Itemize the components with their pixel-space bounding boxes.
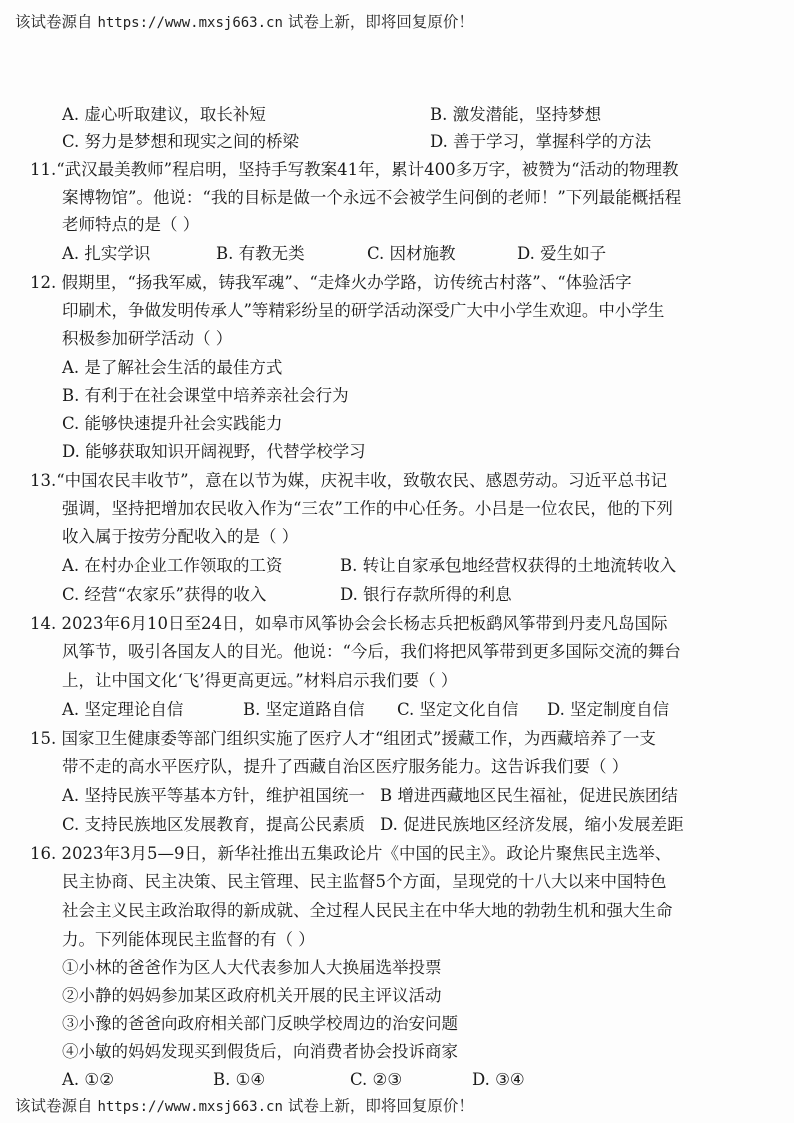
q16-item-1: ①小林的爸爸作为区人大代表参加人大换届选举投票 bbox=[62, 958, 442, 977]
q12-stem-line-2: 印刷术，争做发明传承人”等精彩纷呈的研学活动深受广大中小学生欢迎。中小学生 bbox=[62, 301, 665, 320]
q12-option-c: C. 能够快速提升社会实践能力 bbox=[62, 414, 283, 433]
top-source-banner bbox=[15, 10, 474, 32]
q16-option-a: A. ①② bbox=[62, 1070, 114, 1089]
q13-stem-line-3: 收入属于按劳分配收入的是（ ） bbox=[62, 527, 299, 546]
q12-stem-line-1: 12. 假期里，“扬我军威，铸我军魂”、“走烽火办学路，访传统古村落”、“体验活字 bbox=[30, 273, 632, 292]
q16-stem-line-1: 16. 2023年3月5—9日，新华社推出五集政论片《中国的民主》。政论片聚焦民主选举、 bbox=[30, 844, 672, 863]
q15-option-d: D. 促进民族地区经济发展，缩小发展差距 bbox=[380, 815, 684, 834]
q16-item-2: ②小静的妈妈参加某区政府机关开展的民主评议活动 bbox=[62, 986, 442, 1005]
q14-stem-line-1: 14. 2023年6月10日至24日，如皋市风筝协会会长杨志兵把板鹞风筝带到丹麦凡岛国际 bbox=[30, 614, 668, 633]
q12-stem-line-3: 积极参加研学活动（ ） bbox=[62, 329, 233, 348]
q13-option-d: D. 银行存款所得的利息 bbox=[340, 585, 512, 604]
q10-option-c: C. 努力是梦想和现实之间的桥梁 bbox=[62, 132, 300, 151]
q14-stem-line-3: 上，让中国文化‘飞’得更高更远。”材料启示我们要（ ） bbox=[62, 671, 458, 690]
q14-option-a: A. 坚定理论自信 bbox=[62, 700, 184, 719]
q16-option-b: B. ①④ bbox=[213, 1070, 266, 1089]
bottom-source-banner bbox=[15, 1094, 474, 1116]
q11-option-a: A. 扎实学识 bbox=[62, 244, 151, 263]
q14-option-c: C. 坚定文化自信 bbox=[397, 700, 519, 719]
q12-option-a: A. 是了解社会生活的最佳方式 bbox=[62, 358, 283, 377]
q16-option-c: C. ②③ bbox=[350, 1070, 403, 1089]
q12-option-d: D. 能够获取知识开阔视野，代替学校学习 bbox=[62, 442, 366, 461]
q14-option-d: D. 坚定制度自信 bbox=[547, 700, 670, 719]
q16-stem-line-2: 民主协商、民主决策、民主管理、民主监督5个方面，呈现党的十八大以来中国特色 bbox=[62, 872, 667, 891]
banner-url[interactable]: https://www.mxsj663.cn bbox=[97, 1099, 283, 1115]
q16-stem-line-3: 社会主义民主政治取得的新成就、全过程人民民主在中华大地的勃勃生机和强大生命 bbox=[62, 901, 673, 920]
q10-option-d: D. 善于学习，掌握科学的方法 bbox=[430, 132, 652, 151]
q10-option-b: B. 激发潜能，坚持梦想 bbox=[430, 105, 602, 124]
q13-option-c: C. 经营“农家乐”获得的收入 bbox=[62, 585, 267, 604]
q11-option-b: B. 有教无类 bbox=[216, 244, 305, 263]
q13-stem-line-1: 13.“中国农民丰收节”，意在以节为媒，庆祝丰收，致敬农民、感恩劳动。习近平总书记 bbox=[30, 471, 668, 490]
q11-stem-line-1: 11.“武汉最美教师”程启明，坚持手写教案41年，累计400多万字，被赞为“活动的物理教 bbox=[30, 160, 679, 179]
q13-option-a: A. 在村办企业工作领取的工资 bbox=[62, 556, 283, 575]
banner-url[interactable]: https://www.mxsj663.cn bbox=[97, 15, 283, 31]
q16-option-d: D. ③④ bbox=[472, 1070, 525, 1089]
q16-item-4: ④小敏的妈妈发现买到假货后，向消费者协会投诉商家 bbox=[62, 1042, 458, 1061]
q15-option-c: C. 支持民族地区发展教育，提高公民素质 bbox=[62, 815, 366, 834]
q11-option-c: C. 因材施教 bbox=[367, 244, 456, 263]
q11-stem-line-2: 案博物馆”。他说：“我的目标是做一个永远不会被学生问倒的老师！”下列最能概括程 bbox=[62, 188, 682, 207]
q15-stem-line-2: 带不走的高水平医疗队，提升了西藏自治区医疗服务能力。这告诉我们要（ ） bbox=[62, 757, 629, 776]
q14-option-b: B. 坚定道路自信 bbox=[243, 700, 365, 719]
banner-prefix: 该试卷源自 bbox=[15, 1097, 93, 1115]
q16-stem-line-4: 力。下列能体现民主监督的有（ ） bbox=[62, 930, 315, 949]
banner-suffix: 试卷上新，即将回复原价！ bbox=[287, 1097, 474, 1115]
q13-stem-line-2: 强调，坚持把增加农民收入作为“三农”工作的中心任务。小吕是一位农民，他的下列 bbox=[62, 499, 673, 518]
q15-option-a: A. 坚持民族平等基本方针，维护祖国统一 bbox=[62, 786, 365, 805]
q16-item-3: ③小豫的爸爸向政府相关部门反映学校周边的治安问题 bbox=[62, 1014, 458, 1033]
q14-stem-line-2: 风筝节，吸引各国友人的目光。他说：“今后，我们将把风筝带到更多国际交流的舞台 bbox=[62, 642, 681, 661]
q11-stem-line-3: 老师特点的是（ ） bbox=[62, 215, 200, 234]
q11-option-d: D. 爱生如子 bbox=[517, 244, 607, 263]
q10-option-a: A. 虚心听取建议，取长补短 bbox=[62, 105, 266, 124]
banner-prefix: 该试卷源自 bbox=[15, 13, 93, 31]
q12-option-b: B. 有利于在社会课堂中培养亲社会行为 bbox=[62, 386, 349, 405]
q15-stem-line-1: 15. 国家卫生健康委等部门组织实施了医疗人才“组团式”援藏工作，为西藏培养了一支 bbox=[30, 729, 656, 748]
q13-option-b: B. 转让自家承包地经营权获得的土地流转收入 bbox=[340, 556, 677, 575]
q15-option-b: B 增进西藏地区民生福祉，促进民族团结 bbox=[380, 786, 678, 805]
banner-suffix: 试卷上新，即将回复原价！ bbox=[287, 13, 474, 31]
